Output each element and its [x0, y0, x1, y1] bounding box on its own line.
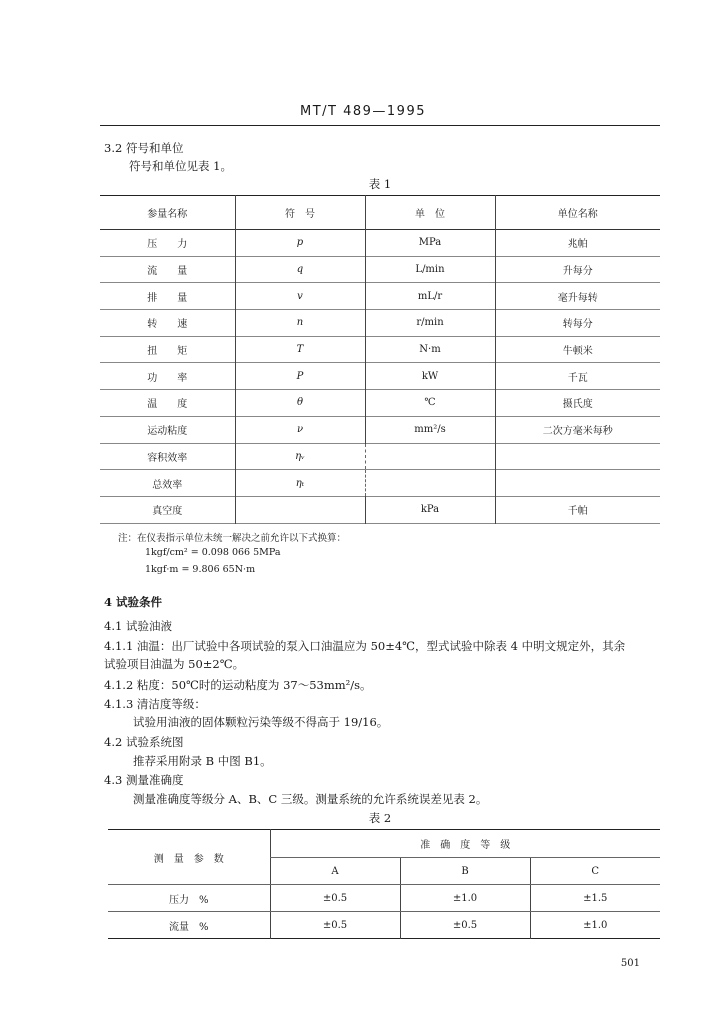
- value-cell: ±1.5: [530, 885, 660, 912]
- value-cell: ±1.0: [530, 912, 660, 939]
- table2-header-row: [108, 830, 660, 858]
- accuracy-table: [108, 829, 660, 939]
- unit-cell: kPa: [365, 496, 495, 523]
- table-row: [100, 283, 660, 310]
- unit-cell: L/min: [365, 256, 495, 283]
- table-row: [100, 230, 660, 257]
- param-name-cell: 排 量: [147, 292, 188, 304]
- unit-name-cell: 毫升每转: [495, 283, 660, 310]
- unit-cell: mL/r: [365, 283, 495, 310]
- param-name-cell: 容积效率: [147, 452, 188, 464]
- unit-name-cell: 二次方毫米每秒: [495, 416, 660, 443]
- symbols-units-table: [100, 195, 660, 524]
- section-3-2-body: 符号和单位见表 1。: [129, 159, 232, 173]
- unit-cell: mm²/s: [365, 416, 495, 443]
- symbol-cell: v: [235, 283, 365, 310]
- unit-cell: [365, 470, 495, 497]
- symbol-cell: ηₜ: [235, 470, 365, 497]
- value-cell: ±1.0: [400, 885, 530, 912]
- symbol-cell: p: [235, 230, 365, 257]
- conversion-formula-1: 1kgf/cm² = 0.098 066 5MPa: [145, 547, 281, 558]
- unit-name-cell: [495, 443, 660, 470]
- table-row: [108, 885, 660, 912]
- value-cell: ±0.5: [270, 885, 400, 912]
- unit-name-cell: [495, 470, 660, 497]
- table-row: [100, 470, 660, 497]
- table1-header-cell: 单位名称: [495, 196, 660, 230]
- param-name-cell: 流 量: [147, 266, 188, 278]
- value-cell: ±0.5: [270, 912, 400, 939]
- table2-caption: 表 2: [368, 811, 392, 825]
- unit-name-cell: 转每分: [495, 310, 660, 337]
- param-name-cell: 运动粘度: [147, 426, 188, 438]
- symbol-cell: ν: [235, 416, 365, 443]
- section-4-2-heading: 4.2 试验系统图: [104, 735, 184, 749]
- param-name-cell: 温 度: [147, 399, 188, 411]
- page-number: 501: [620, 958, 640, 969]
- section-4-3-heading: 4.3 测量准确度: [104, 773, 184, 787]
- unit-cell: r/min: [365, 310, 495, 337]
- table-row: [100, 416, 660, 443]
- level-cell: A: [270, 858, 400, 885]
- symbol-cell: n: [235, 310, 365, 337]
- header-rule: [100, 125, 660, 126]
- table1-note: 注：在仪表指示单位未统一解决之前允许以下式换算：: [118, 533, 347, 544]
- unit-name-cell: 兆帕: [495, 230, 660, 257]
- unit-name-cell: 升每分: [495, 256, 660, 283]
- table-row: [100, 336, 660, 363]
- param-name-cell: 功 率: [147, 372, 188, 384]
- unit-name-cell: 摄氏度: [495, 390, 660, 417]
- table-row: [100, 390, 660, 417]
- value-cell: ±0.5: [400, 912, 530, 939]
- param-cell: 流量 %: [168, 921, 209, 933]
- unit-cell: MPa: [365, 230, 495, 257]
- symbol-cell: θ: [235, 390, 365, 417]
- level-cell: B: [400, 858, 530, 885]
- table-row: [100, 363, 660, 390]
- unit-cell: [365, 443, 495, 470]
- table-row: [108, 912, 660, 939]
- level-header-cell: 准 确 度 等 级: [270, 830, 660, 858]
- unit-cell: N·m: [365, 336, 495, 363]
- table-row: [100, 310, 660, 337]
- section-3-2-heading: 3.2 符号和单位: [104, 141, 184, 155]
- unit-name-cell: 千帕: [495, 496, 660, 523]
- section-4-2-body: 推荐采用附录 B 中图 B1。: [133, 754, 272, 768]
- param-header-cell: 测 量 参 数: [108, 830, 270, 885]
- table1-header-cell: 符 号: [235, 196, 365, 230]
- standard-code: MT/T 489—1995: [299, 104, 426, 119]
- table1-header-cell: 单 位: [365, 196, 495, 230]
- table1-header-row: [100, 196, 660, 230]
- param-name-cell: 转 速: [147, 319, 188, 331]
- section-4-1-1-line2: 试验项目油温为 50±2℃。: [104, 657, 245, 671]
- section-4-1-1-line1: 4.1.1 油温：出厂试验中各项试验的泵入口油温应为 50±4℃，型式试验中除表 4 中明文规定外，其余: [104, 639, 626, 653]
- level-cell: C: [530, 858, 660, 885]
- param-name-cell: 扭 矩: [147, 346, 188, 358]
- unit-cell: kW: [365, 363, 495, 390]
- symbol-cell: ηᵥ: [235, 443, 365, 470]
- unit-name-cell: 千瓦: [495, 363, 660, 390]
- table-row: [100, 443, 660, 470]
- section-4-3-body: 测量准确度等级分 A、B、C 三级。测量系统的允许系统误差见表 2。: [133, 792, 488, 806]
- symbol-cell: T: [235, 336, 365, 363]
- symbol-cell: q: [235, 256, 365, 283]
- table1-header-cell: 参量名称: [147, 209, 188, 220]
- table-row: [100, 496, 660, 523]
- unit-name-cell: 牛顿米: [495, 336, 660, 363]
- table-row: [100, 256, 660, 283]
- section-4-1-3-heading: 4.1.3 清洁度等级：: [104, 697, 206, 711]
- param-name-cell: 总效率: [152, 479, 183, 491]
- table1-caption: 表 1: [368, 177, 392, 191]
- symbol-cell: [235, 496, 365, 523]
- symbol-cell: P: [235, 363, 365, 390]
- section-4-heading: 4 试验条件: [104, 595, 163, 609]
- section-4-1-heading: 4.1 试验油液: [104, 619, 172, 633]
- section-4-1-2: 4.1.2 粘度：50℃时的运动粘度为 37～53mm²/s。: [104, 678, 372, 692]
- param-name-cell: 真空度: [152, 506, 183, 518]
- param-cell: 压力 %: [108, 885, 270, 912]
- section-4-1-3-body: 试验用油液的固体颗粒污染等级不得高于 19/16。: [133, 715, 389, 729]
- conversion-formula-2: 1kgf·m = 9.806 65N·m: [145, 564, 256, 575]
- unit-cell: ℃: [365, 390, 495, 417]
- param-name-cell: 压 力: [147, 239, 188, 251]
